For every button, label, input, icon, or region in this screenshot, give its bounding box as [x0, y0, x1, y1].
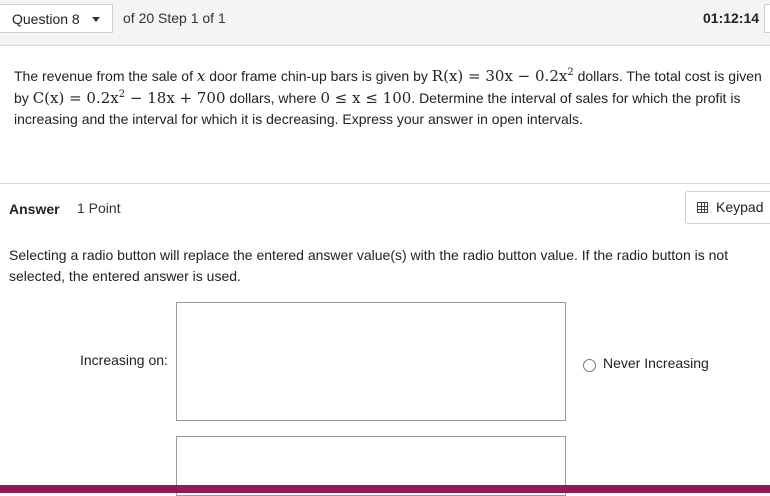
cost-function: $C(x) = 0.2x^2 - 18x + 700$ — [32, 88, 226, 107]
domain-constraint: 0 ≤ x ≤ 100 — [320, 88, 412, 107]
never-increasing-label[interactable]: Never Increasing — [603, 355, 709, 371]
never-increasing-radio[interactable] — [583, 359, 596, 372]
keypad-label: Keypad — [716, 199, 764, 215]
increasing-answer-input[interactable] — [176, 302, 566, 421]
question-text: The revenue from the sale of x door frame chin-up bars is given by $R(x) = 30x - 0.2x^2$ dollars. The total cost is given by $C(x) = 0.2x^2 - 18x + 700$ dollars, where 0 ≤ x ≤ 100. Determine the interval of sales for which the profit is increasing and the interval for which it is decreasing. Express your answer in open intervals. — [14, 67, 762, 127]
top-bar — [0, 0, 770, 46]
bottom-bar — [0, 485, 770, 493]
increasing-label: Increasing on: — [80, 352, 168, 368]
answer-instructions: Selecting a radio button will replace the entered answer value(s) with the radio button value. If the radio button is not selected, the entered answer is used. — [9, 247, 729, 284]
question-selector-label: Question 8 — [12, 11, 80, 27]
revenue-function: $R(x) = 30x - 0.2x^2$ — [431, 67, 574, 85]
keypad-button[interactable] — [685, 191, 770, 224]
timer: 01:12:14 — [703, 10, 760, 26]
answer-heading: Answer — [9, 201, 60, 217]
points-value: 1 Point — [77, 200, 121, 216]
chevron-down-icon — [92, 17, 100, 22]
calculator-icon — [697, 202, 708, 213]
question-selector[interactable] — [0, 4, 113, 33]
header-edge-control[interactable] — [764, 4, 770, 33]
question-progress: of 20 Step 1 of 1 — [123, 10, 226, 26]
section-divider — [0, 183, 770, 184]
